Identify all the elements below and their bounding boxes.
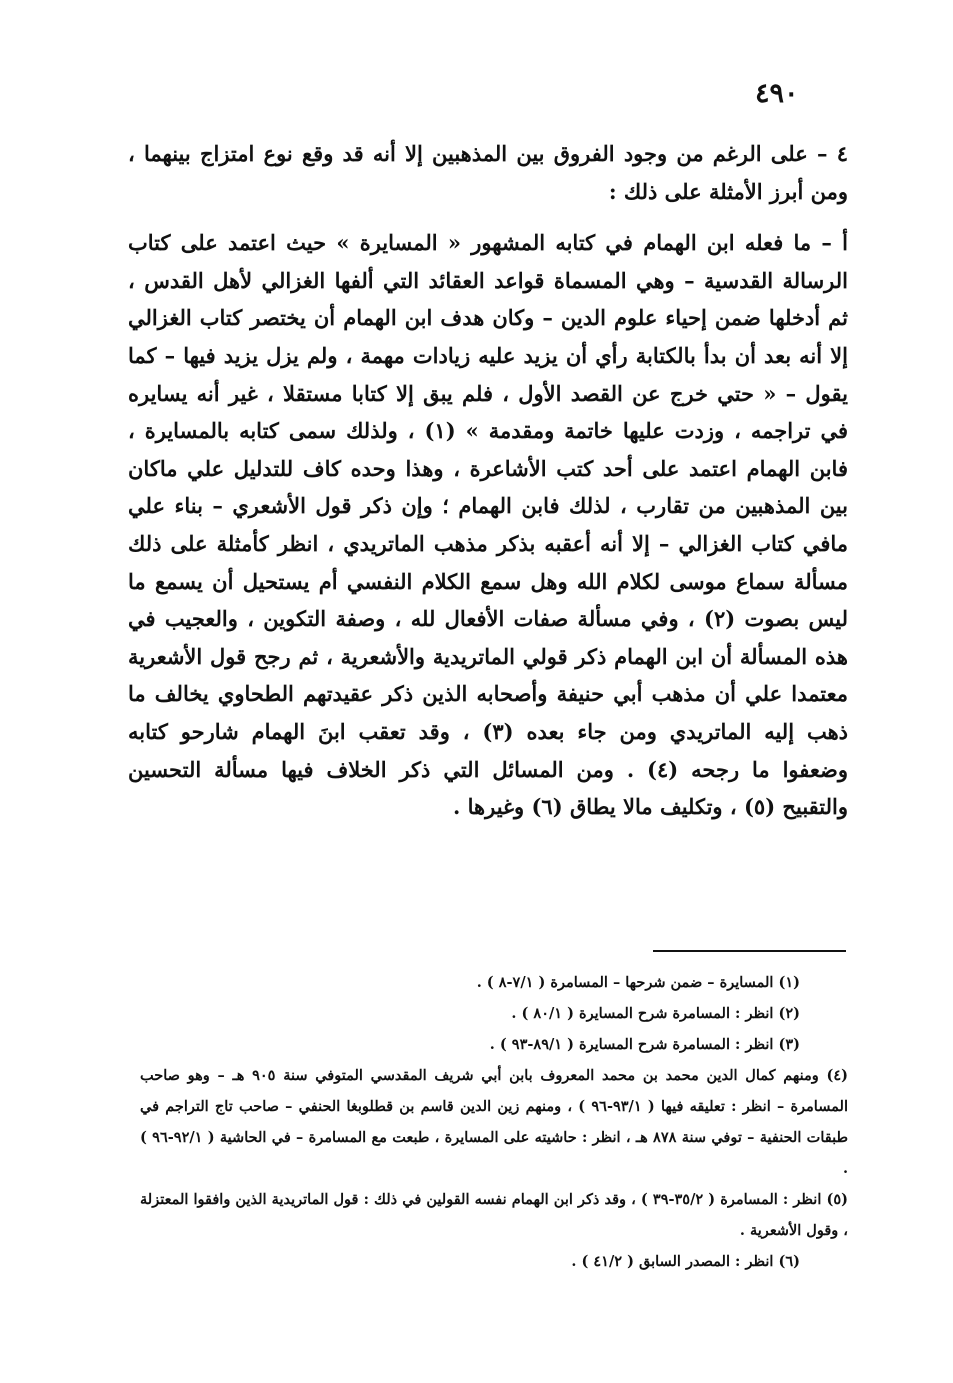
footnote-6: (٦) انظر : المصدر السابق ( ٤١/٢ ) . (571, 1253, 800, 1270)
footnote-1: (١) المسايرة – ضمن شرحها – المسامرة ( ٧/١-٨ ) . (476, 974, 800, 991)
footnote-3: (٣) انظر : المسامرة شرح المسايرة ( ٨٩/١-٩٣ ) . (489, 1036, 800, 1053)
page-number: ٤٩٠ (755, 78, 799, 109)
footnote-4: (٤) ومنهم كمال الدين محمد بن محمد المعروف بابن أبي شريف المقدسي المتوفي سنة ٩٠٥ هـ – وهو صاحب المسامرة – انظر : تعليقه فيها ( ٩٣/١-٩٦ ) ، ومنهم زين الدين قاسم بن قطلوبغا الحنفي – صاحب تاج التراجم في طبقات الحنفية – توفي سنة ٨٧٨ هـ ، انظر : حاشيته على المسايرة ، طبعت مع المسامرة – في الحاشية ( ٩٢/١-٩٦ ) . (140, 1067, 848, 1177)
footnote-5: (٥) انظر : المسامرة ( ٣٥/٢-٣٩ ) ، وقد ذكر ابن الهمام نفسه القولين في ذلك : قول الماتريدية الذين وافقوا المعتزلة ، وقول الأشعرية . (140, 1191, 848, 1239)
main-text (128, 135, 848, 826)
footnotes (140, 967, 848, 1277)
footnote-separator (653, 950, 846, 952)
paragraph-point-4: ٤ – على الرغم من وجود الفروق بين المذهبين إلا أنه قد وقع نوع امتزاج بينهما ، ومن أبرز الأمثلة على ذلك : (128, 141, 848, 204)
footnote-2: (٢) انظر : المسامرة شرح المسايرة ( ٨٠/١ ) . (511, 1005, 800, 1022)
paragraph-point-a: أ – ما فعله ابن الهمام في كتابه المشهور « المسايرة » حيث اعتمد على كتاب الرسالة القدسية – وهي المسماة قواعد العقائد التي ألفها الغزالي لأهل القدس ، ثم أدخلها ضمن إحياء علوم الدين – وكان هدف ابن الهمام أن يختصر كتاب الغزالي إلا أنه بعد أن بدأ بالكتابة رأي أن يزيد عليه زيادات مهمة ، ولم يزل يزيد فيها – كما يقول – « حتي خرج عن القصد الأول ، فلم يبق إلا كتابا مستقلا ، غير أنه يسايره في تراجمه ، وزدت عليها خاتمة ومقدمة » (١) ، ولذلك سمى كتابه بالمسايرة ، فابن الهمام اعتمد على أحد كتب الأشاعرة ، وهذا وحده كاف للتدليل علي ماكان بين المذهبين من تقارب ، لذلك فابن الهمام ؛ وإن ذكر قول الأشعري – بناء علي مافي كتاب الغزالي – إلا أنه أعقبه بذكر مذهب الماتريدي ، انظر كأمثلة على ذلك مسألة سماع موسى لكلام الله وهل سمع الكلام النفسي أم يستحيل أن يسمع ما ليس بصوت (٢) ، وفي مسألة صفات الأفعال لله ، وصفة التكوين ، والعجيب في هذه المسألة أن ابن الهمام ذكر قولي الماتريدية والأشعرية ، ثم رجح قول الأشعرية معتمدا علي أن مذهب أبي حنيفة وأصحابه الذين ذكر عقيدتهم الطحاوي يخالف ما ذهب إليه الماتريدي ومن جاء بعده (٣) ، وقد تعقب ابنَ الهمام شارحو كتابه وضعفوا ما رجحه (٤) . ومن المسائل التي ذكر الخلاف فيها مسألة التحسين والتقبيح (٥) ، وتكليف مالا يطاق (٦) وغيرها . (128, 230, 848, 820)
